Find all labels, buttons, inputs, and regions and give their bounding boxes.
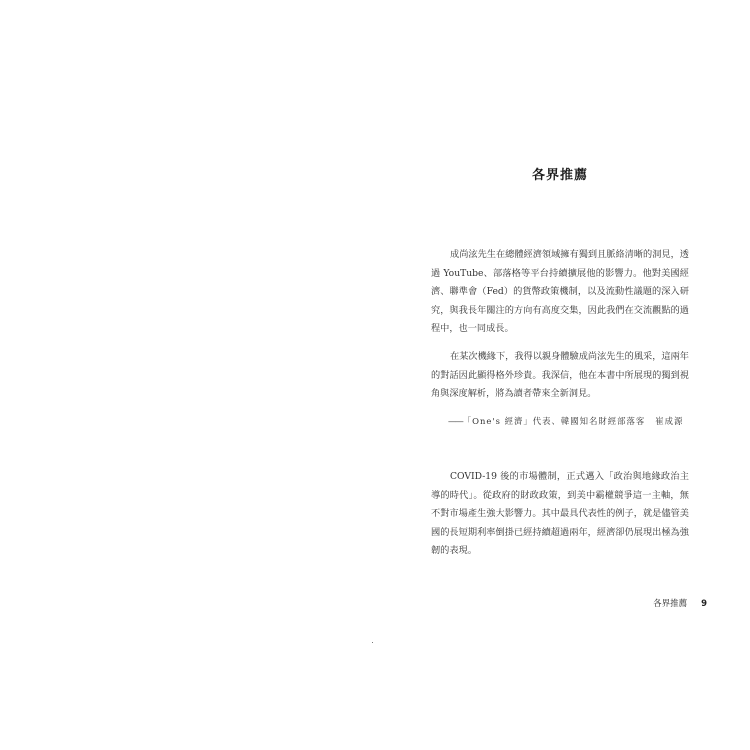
attribution-affiliation: 「One's 經濟」代表、韓國知名財經部落客 [462,416,646,426]
running-title: 各界推薦 [653,599,688,609]
attribution-dash: —— [448,416,463,426]
page-title: 各界推薦 [531,168,588,183]
recommendation-attribution [448,414,690,428]
recommendation-paragraph-2: 在某次機緣下，我得以親身體驗成尚泫先生的風采，這兩年的對話因此顯得格外珍貴。我深信，他在本書中所展現的獨到視角與深度解析，將為讀者帶來全新洞見。 [431,351,689,399]
recommendation-paragraph-3: COVID-19 後的市場體制，正式邁入「政治與地緣政治主導的時代」。從政府的財政政策，到美中霸權競爭這一主軸，無不對市場產生強大影響力。其中最具代表性的例子，就是儘管美國的長短期利率倒掛已經持續超過兩年，經濟卻仍展現出極為強韌的表現。 [431,471,689,556]
running-footer [653,597,707,609]
recommendation-paragraph-1: 成尚泫先生在總體經濟領域擁有獨到且脈絡清晰的洞見，透過 YouTube、部落格等平台持續擴展他的影響力。他對美國經濟、聯準會（Fed）的貨幣政策機制，以及流動性議題的深入研究，與我長年關注的方向有高度交集，因此我們在交流觀點的過程中，也一同成長。 [431,249,689,334]
print-speck [372,642,373,643]
page-number: 9 [701,599,707,609]
attribution-author: 崔成源 [655,416,684,426]
